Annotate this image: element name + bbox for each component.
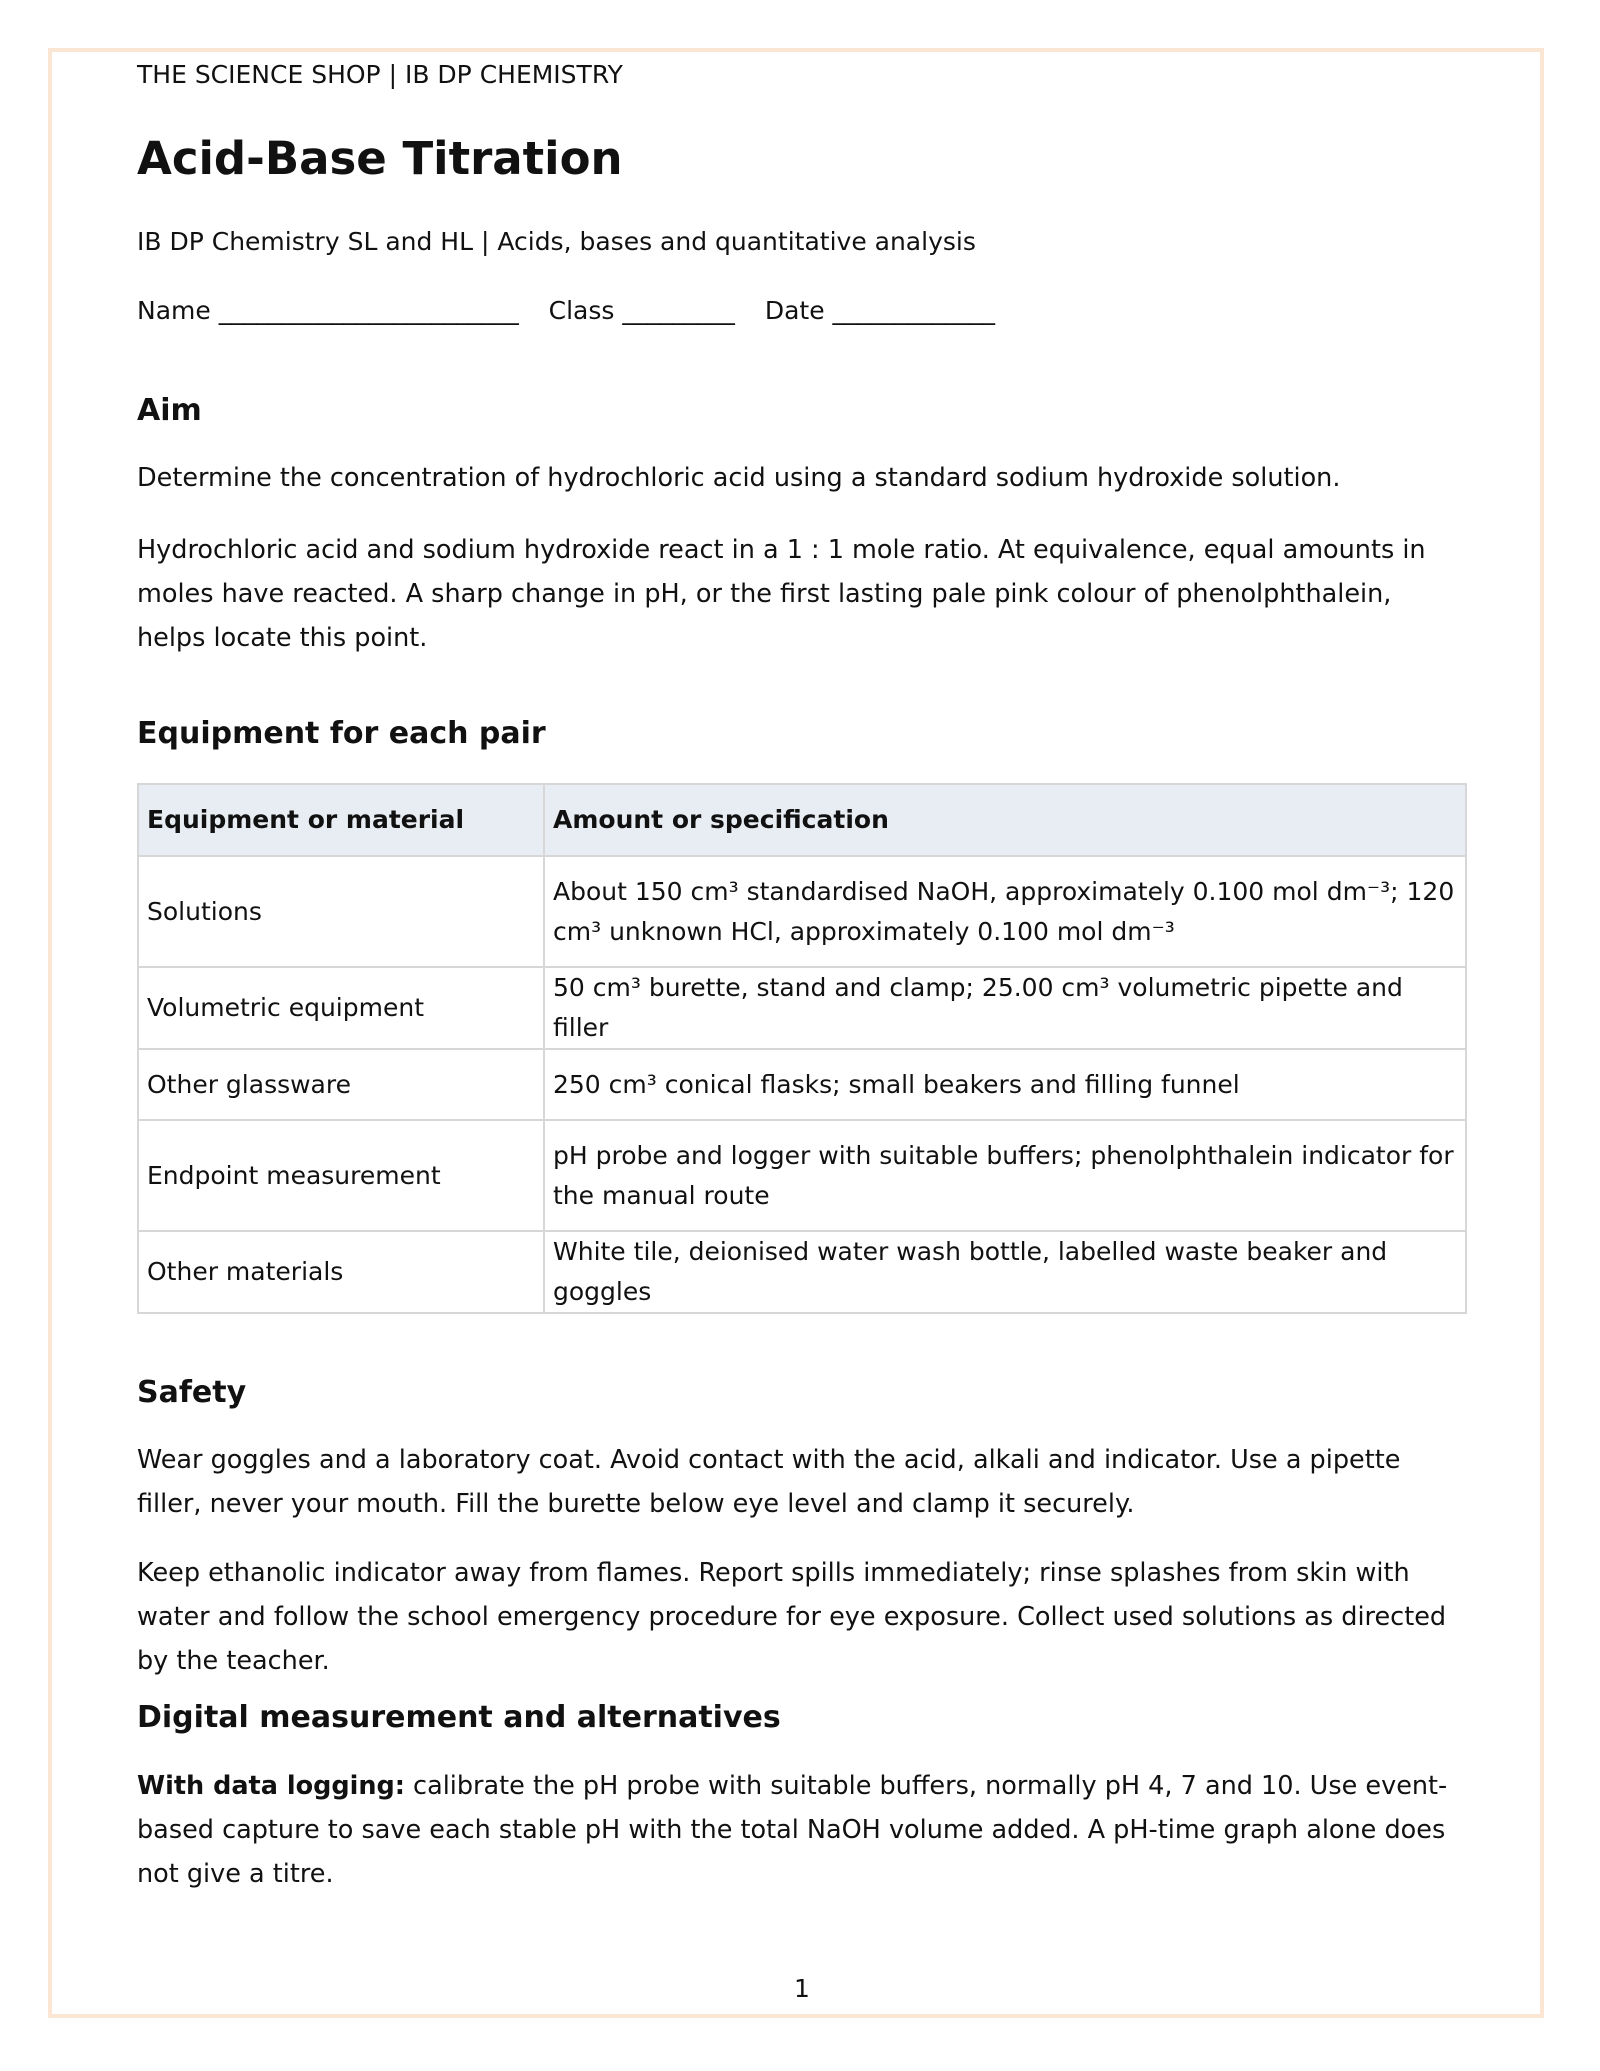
table-cell: Other materials [138, 1231, 544, 1313]
table-cell: Volumetric equipment [138, 967, 544, 1049]
digital-lead: With data logging: [137, 1771, 405, 1801]
student-details-line [137, 296, 1017, 325]
safety-paragraph: Keep ethanolic indicator away from flames. Report spills immediately; rinse splashes from skin with water and follow the school emergency procedure for eye exposure. Collect used solutions as directed by the teacher. [137, 1558, 1447, 1676]
column-header: Equipment or material [138, 784, 544, 856]
aim-paragraph: Hydrochloric acid and sodium hydroxide react in a 1 : 1 mole ratio. At equivalence, equal amounts in moles have reacted. A sharp change in pH, or the first lasting pale pink colour of phenolphthalein, helps locate this point. [137, 535, 1426, 653]
table-cell: Other glassware [138, 1049, 544, 1120]
page-number: 1 [794, 1974, 810, 2003]
date-field: Date _____________ [764, 296, 996, 325]
table-cell: 50 cm³ burette, stand and clamp; 25.00 cm³ volumetric pipette and filler [544, 967, 1466, 1049]
safety-paragraph: Wear goggles and a laboratory coat. Avoid contact with the acid, alkali and indicator. Use a pipette filler, never your mouth. Fill the burette below eye level and clamp it securely. [137, 1445, 1401, 1519]
digital-text: calibrate the pH probe with suitable buffers, normally pH 4, 7 and 10. Use event-based capture to save each stable pH with the total NaOH volume added. A pH-time graph alone does not give a titre. [137, 1771, 1448, 1889]
header-line: THE SCIENCE SHOP | IB DP CHEMISTRY [137, 60, 623, 89]
document-title: Acid-Base Titration [137, 132, 623, 185]
equipment-heading: Equipment for each pair [137, 716, 546, 751]
aim-heading: Aim [137, 393, 202, 428]
class-field: Class _________ [548, 296, 735, 325]
table-row [138, 856, 1466, 967]
table-cell: 250 cm³ conical flasks; small beakers and filling funnel [544, 1049, 1466, 1120]
table-cell: Solutions [138, 856, 544, 967]
table-row [138, 967, 1466, 1049]
name-field: Name ________________________ [137, 296, 519, 325]
digital-paragraph [137, 1764, 1467, 1896]
safety-heading: Safety [137, 1375, 247, 1410]
table-row [138, 1231, 1466, 1313]
table-cell: White tile, deionised water wash bottle, labelled waste beaker and goggles [544, 1231, 1466, 1313]
table-header-row [138, 784, 1466, 856]
table-row [138, 1120, 1466, 1231]
table-cell: Endpoint measurement [138, 1120, 544, 1231]
equipment-table [137, 783, 1467, 1314]
aim-paragraph: Determine the concentration of hydrochloric acid using a standard sodium hydroxide solution. [137, 463, 1341, 493]
table-cell: About 150 cm³ standardised NaOH, approximately 0.100 mol dm⁻³; 120 cm³ unknown HCl, approximately 0.100 mol dm⁻³ [544, 856, 1466, 967]
table-row [138, 1049, 1466, 1120]
digital-heading: Digital measurement and alternatives [137, 1700, 781, 1735]
document-subtitle: IB DP Chemistry SL and HL | Acids, bases and quantitative analysis [137, 227, 976, 256]
column-header: Amount or specification [544, 784, 1466, 856]
table-cell: pH probe and logger with suitable buffers; phenolphthalein indicator for the manual route [544, 1120, 1466, 1231]
